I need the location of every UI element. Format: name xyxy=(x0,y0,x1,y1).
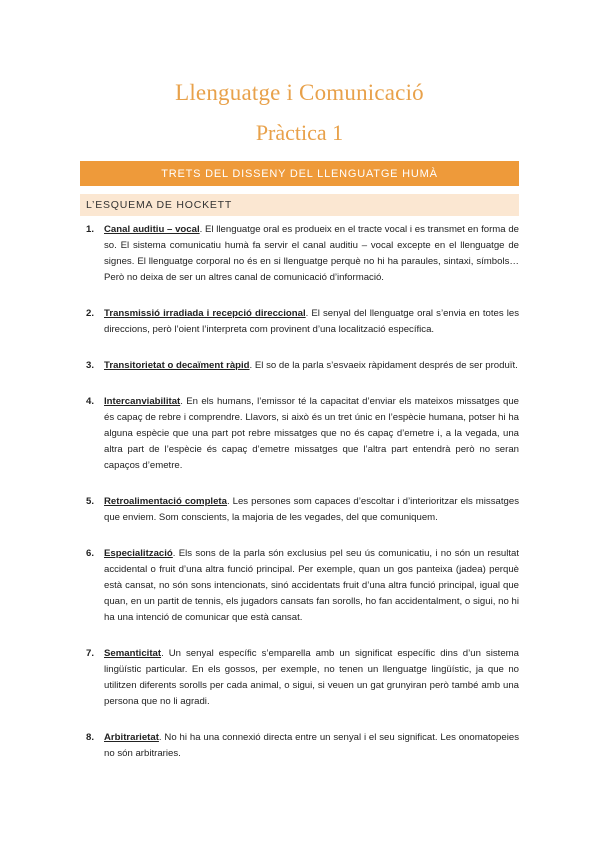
item-number: 4. xyxy=(86,396,95,407)
item-text: . El so de la parla s’esvaeix ràpidament després de ser produït. xyxy=(249,360,518,371)
item-term: Arbitrarietat xyxy=(104,732,159,743)
section-heading: TRETS DEL DISSENY DEL LLENGUATGE HUMÀ xyxy=(80,161,519,186)
item-term: Intercanviabilitat xyxy=(104,396,181,407)
document-subtitle: Pràctica 1 xyxy=(255,120,344,145)
item-term: Canal auditiu – vocal xyxy=(104,224,200,235)
item-text: . El senyal del llenguatge oral s’envia en totes les direccions, però l’oient l’interpreta com provinent d’una localització específica. xyxy=(104,308,519,335)
item-term: Retroalimentació completa xyxy=(104,496,227,507)
item-number: 2. xyxy=(86,308,95,319)
list-item xyxy=(80,730,519,762)
list-item xyxy=(80,222,519,286)
item-number: 3. xyxy=(86,360,95,371)
item-number: 7. xyxy=(86,648,95,659)
traits-list xyxy=(80,222,519,782)
list-item xyxy=(80,494,519,526)
item-number: 1. xyxy=(86,224,95,235)
item-term: Especialització xyxy=(104,548,173,559)
item-text: . No hi ha una connexió directa entre un senyal i el seu significat. Les onomatopeies no són arbitraries. xyxy=(104,732,519,759)
item-text: . El llenguatge oral es produeix en el tracte vocal i es transmet en forma de so. El sistema comunicatiu humà fa servir el canal auditiu – vocal excepte en el llenguatge de signes. El llenguatge corporal no és en si llenguatge perquè no hi ha paraules, sintaxi, símbols… Però no deixa de ser un altres canal de comunicació d’informació. xyxy=(104,224,519,283)
item-term: Transitorietat o decaïment ràpid xyxy=(104,360,250,371)
list-item xyxy=(80,394,519,474)
item-text: . Les persones som capaces d’escoltar i d’interioritzar els missatges que enviem. Som conscients, la majoria de les vegades, del que comuniquem. xyxy=(104,496,519,523)
item-number: 8. xyxy=(86,732,95,743)
list-item xyxy=(80,358,519,374)
item-number: 6. xyxy=(86,548,95,559)
list-item xyxy=(80,646,519,710)
item-term: Semanticitat xyxy=(104,648,162,659)
document-title: Llenguatge i Comunicació xyxy=(175,80,424,105)
item-text: . Els sons de la parla són exclusius pel seu ús comunicatiu, i no són un resultat accidental o fruit d’una altra funció principal. Per exemple, quan un gos panteixa (jadea) perquè està cansat, no són sons intencionats, sinó accidentats fruit d’una altra funció principal, igual que quan, en un partit de tennis, els jugadors cansats fan sorolls, ho fan accidentalment, o sigui, no hi ha una intenció de comunicar que està cansat. xyxy=(104,548,519,623)
item-term: Transmissió irradiada i recepció direccional xyxy=(104,308,306,319)
subsection-heading: L’ESQUEMA DE HOCKETT xyxy=(80,194,519,216)
item-text: . Un senyal específic s’emparella amb un significat específic dins d’un sistema lingüístic particular. En els gossos, per exemple, no tenen un llenguatge lingüístic, ja que no utilitzen diferents sorolls per cada animal, o sigui, si veuen un gat grunyiran però també amb una persona que no li agradi. xyxy=(104,648,519,707)
list-item xyxy=(80,546,519,626)
item-text: . En els humans, l’emissor té la capacitat d’enviar els mateixos missatges que és capaç de rebre i comprendre. Llavors, si això és un tret únic en l’espècie humana, potser hi ha alguna espècie que una part pot rebre missatges que no és capaç d’emetre i, a la vegada, una altra part de l’espècie és capaç d’emetre missatges que l’altra part entendrà però no seran capaços d’emetre. xyxy=(104,396,519,471)
list-item xyxy=(80,306,519,338)
item-number: 5. xyxy=(86,496,95,507)
